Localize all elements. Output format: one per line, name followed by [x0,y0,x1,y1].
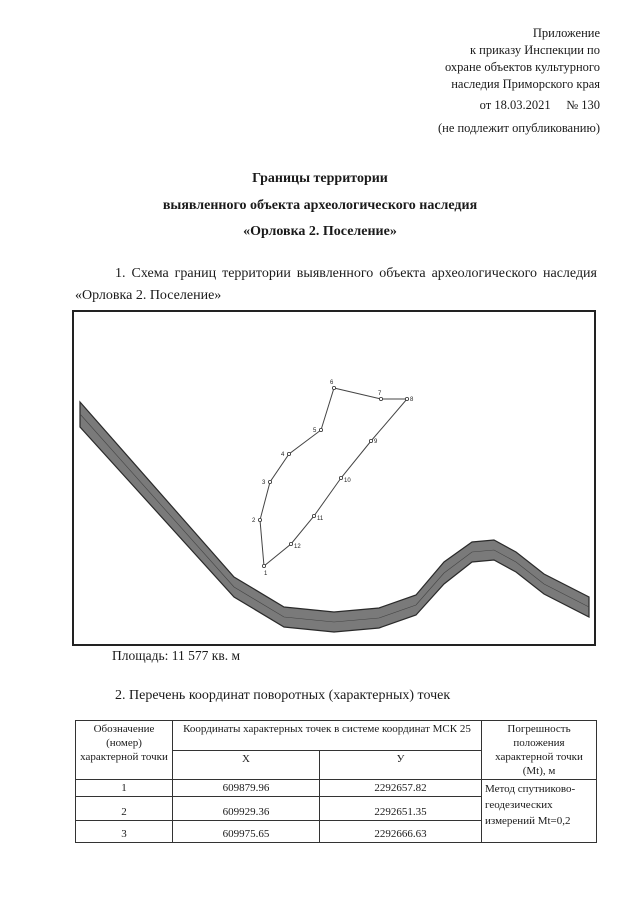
table-row [76,780,597,797]
river-band [80,402,589,632]
boundary-polygon [252,380,414,577]
cell-method: Метод спутниково-геодезических измерений Mt=0,2 [482,780,597,843]
boundary-point-label: 9 [374,439,378,445]
cell-x: 609879.96 [173,780,320,797]
col-header-y: У [319,750,481,780]
boundary-point-label: 3 [262,480,266,486]
boundary-point-label: 4 [281,452,285,458]
col-header-x: X [173,750,320,780]
col-header-error: Погрешность положения характерной точки (Mt), м [482,721,597,780]
boundary-point-marker [268,480,271,483]
appendix-header [445,25,600,93]
boundary-point-label: 7 [378,391,382,397]
boundary-point-label: 1 [264,571,268,577]
appendix-line-4: наследия Приморского края [451,77,600,91]
section-2-heading: 2. Перечень координат поворотных (характерных) точек [115,688,451,703]
boundary-point-marker [319,428,322,431]
col-header-coords: Координаты характерных точек в системе координат МСК 25 [173,721,482,751]
doc-title-line-3: «Орловка 2. Поселение» [243,224,397,239]
cell-y: 2292657.82 [319,780,481,797]
scheme-drawing [74,312,594,644]
boundary-point-marker [405,397,408,400]
cell-y: 2292651.35 [319,797,481,821]
publication-note: (не подлежит опубликованию) [437,121,600,135]
boundary-point-label: 2 [252,518,256,524]
cell-y: 2292666.63 [319,821,481,843]
coordinates-table [75,720,597,843]
boundary-line [260,388,407,566]
boundary-point-marker [262,564,265,567]
boundary-point-marker [332,386,335,389]
boundary-point-label: 10 [344,478,351,484]
doc-title-line-1: Границы территории [252,171,388,186]
boundary-point-label: 11 [317,516,324,522]
river-center-line [80,414,589,622]
appendix-line-3: охране объектов культурного [444,60,600,74]
order-date-number: от 18.03.2021 № 130 [479,98,600,112]
appendix-line-2: к приказу Инспекции по [469,43,600,57]
boundary-point-label: 6 [330,380,334,386]
cell-point: 2 [76,797,173,821]
boundary-point-label: 5 [313,428,317,434]
boundary-point-marker [339,476,342,479]
boundary-point-marker [369,439,372,442]
boundary-point-label: 8 [410,397,414,403]
boundary-point-marker [258,518,261,521]
cell-x: 609975.65 [173,821,320,843]
section-1-heading: 1. Схема границ территории выявленного объекта археологического наследия «Орловка 2. Поселение» [75,266,597,303]
cell-point: 1 [76,780,173,797]
cell-x: 609929.36 [173,797,320,821]
boundary-point-marker [312,514,315,517]
boundary-point-marker [289,542,292,545]
boundary-point-label: 12 [294,544,301,550]
boundary-point-marker [379,397,382,400]
cell-point: 3 [76,821,173,843]
appendix-line-1: Приложение [532,26,600,40]
boundary-point-marker [287,452,290,455]
boundary-scheme [72,310,596,646]
area-value: Площадь: 11 577 кв. м [112,648,240,663]
doc-title-line-2: выявленного объекта археологического наследия [162,198,478,213]
col-header-point: Обозначение (номер) характерной точки [76,721,173,780]
